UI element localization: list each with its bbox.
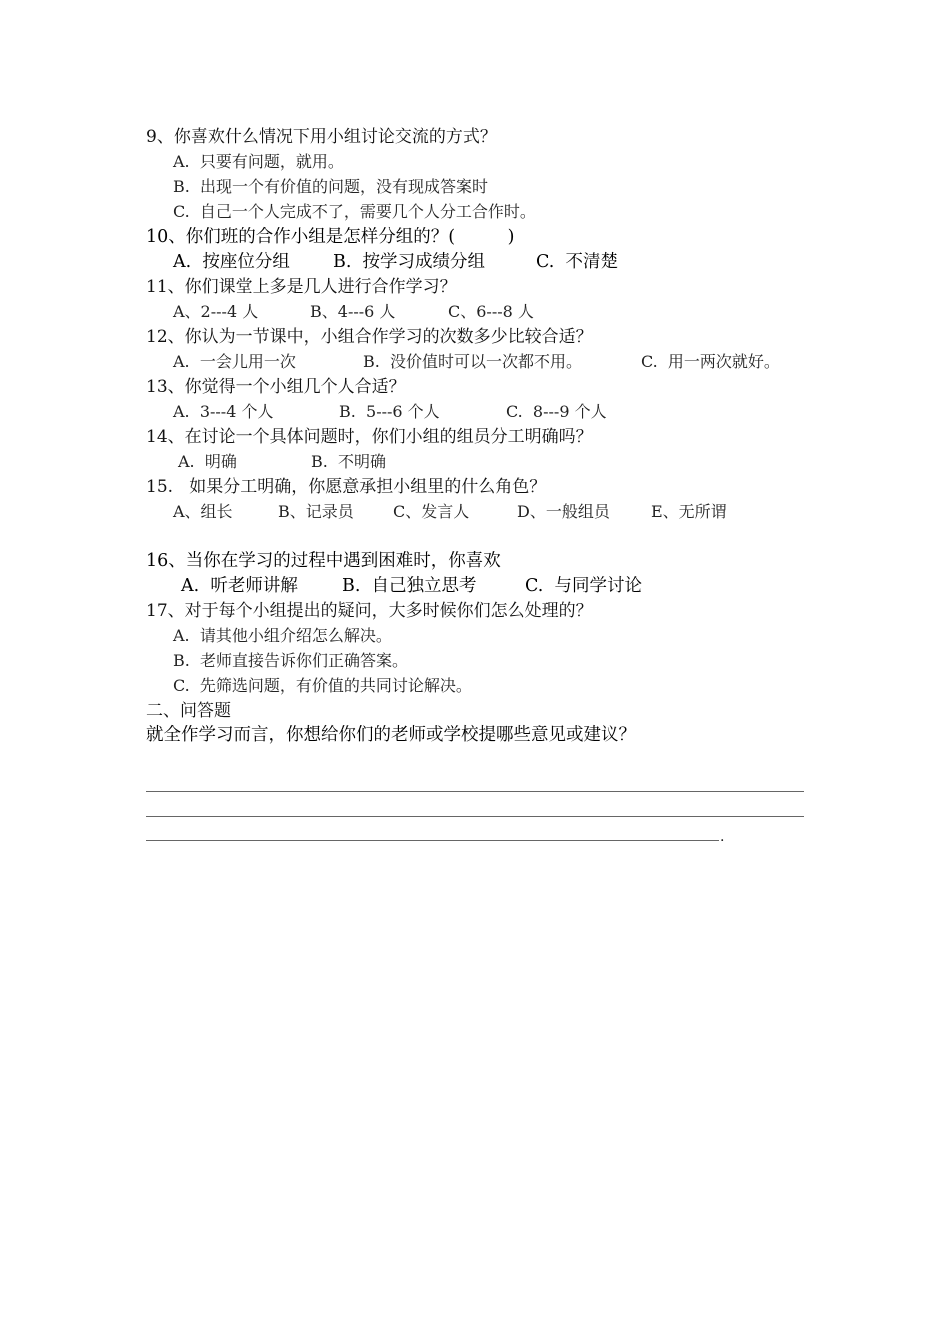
question-14-options (178, 450, 478, 474)
question-16-option-b: B. 自己独立思考 (342, 576, 477, 596)
question-15: 15. 如果分工明确，你愿意承担小组里的什么角色？ (146, 477, 547, 497)
question-16-option-a: A. 听老师讲解 (181, 576, 298, 596)
question-17-option-c: C. 先筛选问题，有价值的共同讨论解决。 (173, 676, 472, 695)
question-13-option-a: A. 3---4 个人 (173, 402, 274, 421)
question-11-options (173, 300, 593, 324)
question-16-option-c: C. 与同学讨论 (525, 576, 642, 596)
question-17: 17、对于每个小组提出的疑问，大多时候你们怎么处理的？ (146, 601, 593, 621)
question-14: 14、在讨论一个具体问题时，你们小组的组员分工明确吗？ (146, 427, 593, 447)
question-11-option-a: A、2---4 人 (173, 302, 259, 321)
question-15-option-a: A、组长 (173, 502, 233, 521)
question-13-option-c: C. 8---9 个人 (506, 402, 607, 421)
section-heading: 二、问答题 (146, 701, 231, 721)
question-12-options (173, 350, 813, 374)
question-13-option-b: B. 5---6 个人 (339, 402, 440, 421)
answer-line-3 (146, 840, 719, 841)
question-12-option-b: B. 没价值时可以一次都不用。 (363, 352, 583, 371)
question-12-option-c: C. 用一两次就好。 (641, 352, 780, 371)
question-9-option-c: C. 自己一个人完成不了，需要几个人分工合作时。 (173, 202, 536, 221)
question-10-options (173, 250, 653, 274)
question-15-options (173, 500, 793, 524)
question-9-option-a: A. 只要有问题，就用。 (173, 152, 344, 171)
answer-line-1 (146, 791, 804, 792)
question-9-option-b: B. 出现一个有价值的问题，没有现成答案时 (173, 177, 489, 196)
question-15-option-b: B、记录员 (278, 502, 354, 521)
question-15-option-c: C、发言人 (393, 502, 470, 521)
question-12: 12、你认为一节课中，小组合作学习的次数多少比较合适？ (146, 327, 593, 347)
question-11: 11、你们课堂上多是几人进行合作学习？ (146, 277, 457, 297)
answer-end-mark: . (720, 829, 725, 845)
question-13: 13、你觉得一个小组几个人合适？ (146, 377, 406, 397)
question-16: 16、当你在学习的过程中遇到困难时，你喜欢 (146, 551, 501, 571)
question-11-option-b: B、4---6 人 (310, 302, 396, 321)
question-10-option-c: C. 不清楚 (536, 252, 618, 272)
question-10-option-a: A. 按座位分组 (173, 252, 290, 272)
question-15-option-e: E、无所谓 (651, 502, 727, 521)
question-16-options (181, 574, 681, 598)
question-10: 10、你们班的合作小组是怎样分组的？( ) (146, 227, 515, 247)
question-9: 9、你喜欢什么情况下用小组讨论交流的方式？ (146, 127, 497, 147)
answer-line-2 (146, 816, 804, 817)
question-13-options (173, 400, 653, 424)
essay-prompt: 就全作学习而言，你想给你们的老师或学校提哪些意见或建议？ (146, 725, 636, 745)
question-14-option-a: A. 明确 (178, 452, 237, 471)
question-11-option-c: C、6---8 人 (448, 302, 534, 321)
question-14-option-b: B. 不明确 (311, 452, 387, 471)
question-17-option-b: B. 老师直接告诉你们正确答案。 (173, 651, 409, 670)
question-10-option-b: B. 按学习成绩分组 (333, 252, 486, 272)
question-15-option-d: D、一般组员 (517, 502, 610, 521)
question-17-option-a: A. 请其他小组介绍怎么解决。 (173, 626, 392, 645)
question-12-option-a: A. 一会儿用一次 (173, 352, 296, 371)
